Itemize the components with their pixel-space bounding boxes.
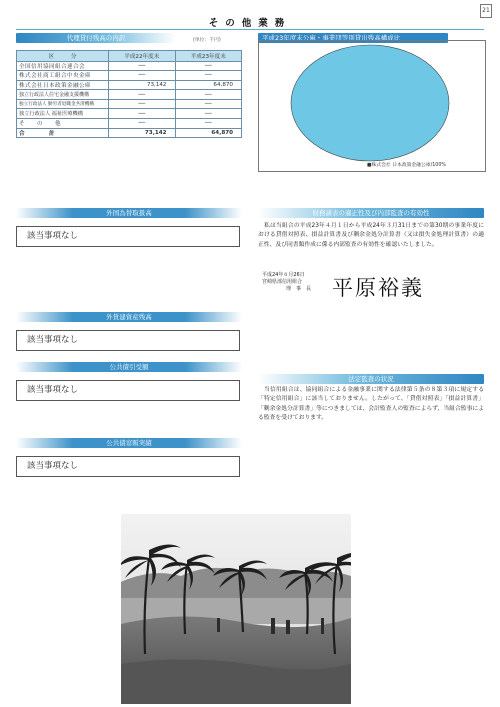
row-curr: 64,870: [175, 80, 242, 90]
foreign-exchange-title: 外国為替取扱高: [16, 208, 242, 218]
row-name: 独立行政法人 福祉医療機構: [17, 109, 109, 119]
public-bond-sales-title: 公共債窓販実績: [16, 438, 242, 448]
total-prev: 73,142: [109, 128, 176, 138]
coastal-palm-photo: [121, 514, 351, 704]
public-bonds-box: [16, 380, 240, 401]
row-curr: ──: [175, 109, 242, 119]
statutory-audit-title: 法定監査の状況: [258, 374, 484, 384]
public-bond-sales-content: 該当事項なし: [27, 461, 79, 471]
pie-slice-0: [291, 45, 449, 161]
loan-breakdown-title: 代理貸付残高の内訳: [16, 33, 176, 43]
table-header-row: [17, 51, 242, 62]
row-curr: ──: [175, 119, 242, 129]
foreign-assets-title: 外貨建資産残高: [16, 312, 242, 322]
audit-title: 財務諸表の適正性及び内部監査の有効性: [258, 208, 484, 218]
pie-chart: [259, 41, 485, 171]
total-name: 合 計: [17, 128, 109, 138]
row-name: 株式会社商工組合中央金庫: [17, 71, 109, 81]
statutory-audit-body: 当信用組合は、協同組合による金融事業に関する法律第５条の８第３項に規定する「特定信用組合」に該当しておりません。したがって、「貸借対照表」「損益計算書」「剰余金処分計算書」等につきましては、会計監査人の監査によらず、当組合監事による監査を受けております。: [258, 387, 484, 422]
row-prev: ──: [109, 99, 176, 109]
row-name: そ の 他: [17, 119, 109, 129]
table-row: [17, 80, 242, 90]
audit-body: 私は当組合の平成23年４月１日から平成24年３月31日までの第30期の事業年度における貸借対照表、損益計算書及び剰余金処分計算書（又は損失金処理計算書）の適正性、及び同書類作成に係る内部監査の有効性を確認いたしました。: [258, 223, 484, 248]
row-prev: ──: [109, 90, 176, 100]
unit-note: (単位：千円): [193, 38, 221, 43]
table-row: [17, 119, 242, 129]
row-name: 全国信用協同組合連合会: [17, 61, 109, 71]
table-row: [17, 71, 242, 81]
row-prev: ──: [109, 61, 176, 71]
foreign-exchange-content: 該当事項なし: [27, 231, 79, 241]
chart-frame: [258, 40, 486, 172]
public-bonds-content: 該当事項なし: [27, 385, 79, 395]
loan-breakdown-table: [16, 50, 242, 138]
row-prev: ──: [109, 119, 176, 129]
header-category: 区 分: [17, 51, 109, 62]
foreign-assets-box: [16, 330, 240, 351]
header-curr-year: 平成23年度末: [175, 51, 242, 62]
palm-photo-illustration: [121, 514, 351, 704]
page-title: その他業務: [208, 18, 292, 29]
row-curr: ──: [175, 99, 242, 109]
page-number: 21: [480, 4, 492, 18]
table-row: [17, 61, 242, 71]
row-prev: ──: [109, 109, 176, 119]
table-row: [17, 90, 242, 100]
public-bond-sales-box: [16, 456, 240, 477]
signature: 平原裕義: [332, 276, 424, 300]
audit-position: 理 事 長: [286, 286, 312, 292]
row-prev: 73,142: [109, 80, 176, 90]
total-curr: 64,870: [175, 128, 242, 138]
legend-entry: ■株式会社 日本政策金融公庫/100%: [367, 163, 446, 168]
row-curr: ──: [175, 61, 242, 71]
chart-legend: [367, 161, 446, 168]
row-prev: ──: [109, 71, 176, 81]
foreign-assets-content: 該当事項なし: [27, 335, 79, 345]
audit-org: 宮崎県部信用組合: [262, 279, 303, 285]
title-rule: [16, 29, 484, 30]
row-name: 株式会社日本政策金融公庫: [17, 80, 109, 90]
row-name: 独立行政法人 勤労者退職金共済機構: [17, 99, 109, 109]
table-row: [17, 109, 242, 119]
header-prev-year: 平成22年度末: [109, 51, 176, 62]
row-curr: ──: [175, 71, 242, 81]
row-curr: ──: [175, 90, 242, 100]
total-row: [17, 128, 242, 138]
public-bonds-title: 公共債引受額: [16, 362, 242, 372]
foreign-exchange-box: [16, 226, 240, 247]
table-row: [17, 99, 242, 109]
audit-date: 平成24年６月26日: [262, 272, 305, 278]
row-name: 独立行政法人住宅金融支援機構: [17, 90, 109, 100]
chart-section-title: 平成23年度末公庫・事業団等別貸出残高構成比: [258, 33, 448, 43]
